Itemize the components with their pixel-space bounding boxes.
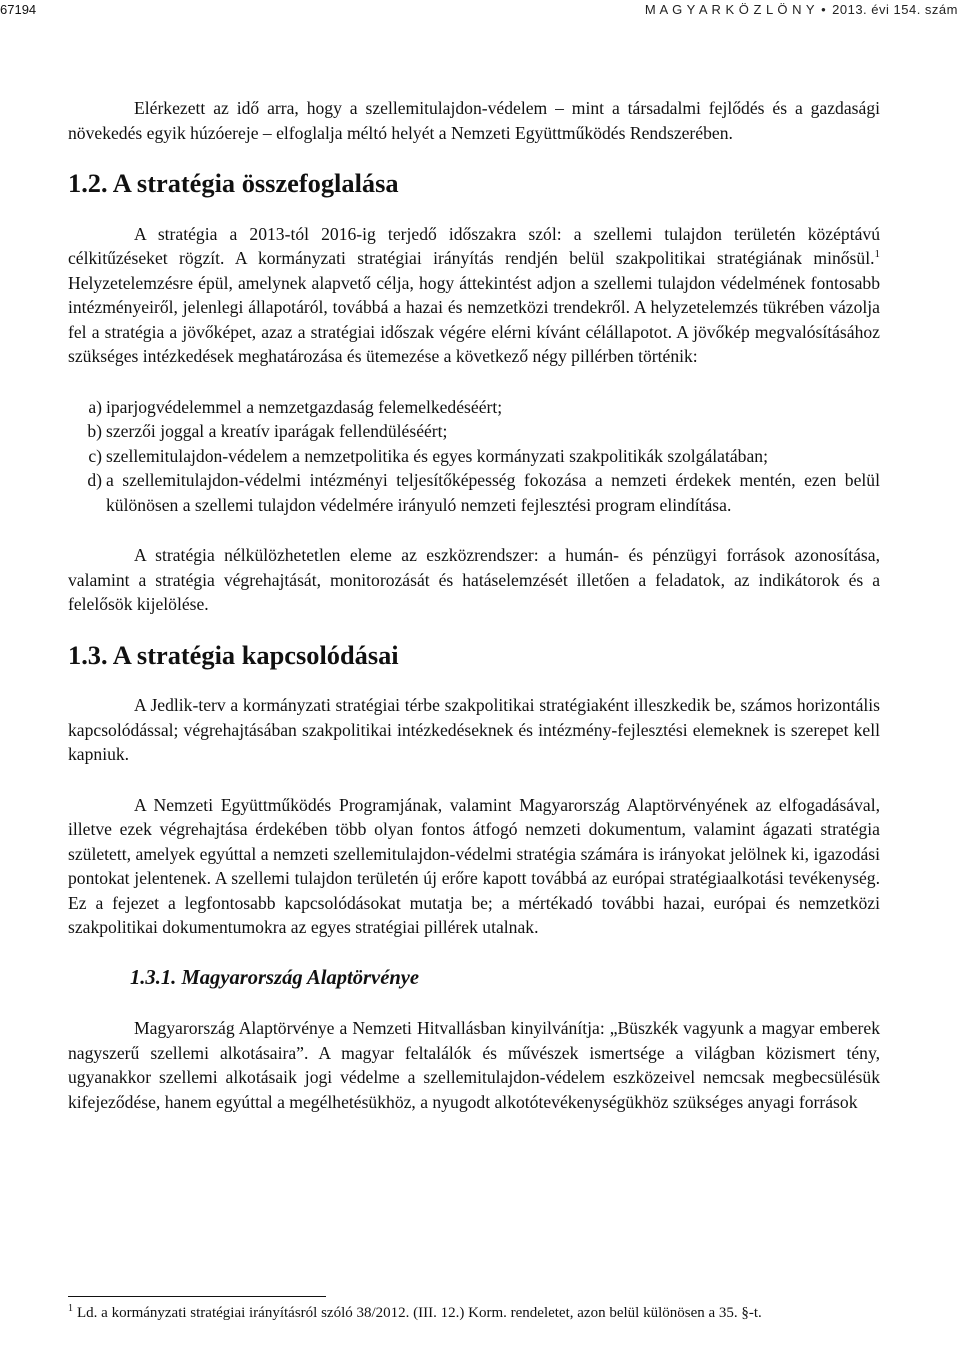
summary-text-part1: A stratégia a 2013-tól 2016-ig terjedő időszakra szól: a szellemi tulajdon területén középtávú célkitűzéseket rögzít. A kormányzati stratégiai irányítás rendjén belül szakpolitikai stratégiának minősül. [68, 223, 880, 268]
issue-number: 2013. évi 154. szám [832, 2, 958, 17]
footnote-divider [68, 1296, 326, 1297]
footnote-text: Ld. a kormányzati stratégiai irányításról szóló 38/2012. (III. 12.) Korm. rendeletet, azon belül különösen a 35. §-t. [77, 1305, 762, 1321]
journal-title [645, 2, 958, 17]
list-item-text: iparjogvédelemmel a nemzetgazdaság felemelkedéséért; [106, 396, 503, 417]
section-heading-1-3-1: 1.3.1. Magyarország Alaptörvénye [130, 966, 420, 989]
fundamental-law-paragraph: Magyarország Alaptörvénye a Nemzeti Hitvallásban kinyilvánítja: „Büszkék vagyunk a magyar emberek nagyszerű szellemi alkotásaira”. A magyar feltalálók és művészek ismertsége a világban közismert tény, ugyanakkor szellemi alkotásaik jogi védelme a szellemitulajdon-védelem eszközeivel nemcsak megbecsülésük kifejeződése, hanem egyúttal a megélhetésükhöz, a nyugodt alkotótevékenységükhöz szükséges anyagi források [68, 1018, 880, 1112]
list-marker: a) [88, 396, 102, 417]
jedlik-paragraph: A Jedlik-terv a kormányzati stratégiai térbe szakpolitikai stratégiaként illeszkedik be, számos horizontális kapcsolódással; végrehajtásában szakpolitikai intézkedéseknek és intézmény-fejlesztési elemeknek is szerepet kell kapniuk. [68, 695, 880, 764]
list-marker: b) [87, 421, 102, 441]
section-heading-1-3: 1.3. A stratégia kapcsolódásai [68, 639, 399, 670]
document-body [68, 96, 880, 1114]
tools-paragraph: A stratégia nélkülözhetetlen eleme az eszközrendszer: a humán- és pénzügyi források azonosítása, valamint a stratégia végrehajtását, monitorozását és hatáselemzését illetően a feladatok, az indikátorok és a felelősök kijelölése. [68, 545, 880, 614]
page-header [0, 0, 960, 24]
summary-text-part2: Helyzetelemzésre épül, amelynek alapvető célja, hogy áttekintést adjon a szellemi tulajdon védelmének fontosabb intézményeiről, jelenlegi állapotáról, továbbá a hazai és nemzetközi trendekről. A helyzetelemzés tükrében vázolja fel a stratégia a jövőképet, azaz a stratégiai időszak végére elérni kívánt célállapotot. A jövőkép megvalósításához szükséges intézkedések meghatározása és ütemezése a következő négy pillérben történik: [68, 272, 880, 366]
list-item [68, 444, 880, 469]
footnote-reference[interactable]: 1 [874, 248, 880, 260]
page-number: 67194 [0, 2, 37, 17]
list-item-text: szerzői joggal a kreatív iparágak fellendüléséért; [106, 421, 448, 441]
list-item [68, 395, 880, 420]
list-item-text: szellemitulajdon-védelem a nemzetpolitika és egyes kormányzati szakpolitikák szolgálatában; [106, 445, 768, 466]
pillars-list [68, 395, 880, 518]
header-separator: • [821, 2, 827, 17]
journal-name: M A G Y A R K Ö Z L Ö N Y [644, 2, 816, 17]
footnote [68, 1303, 880, 1324]
section-heading-1-2: 1.2. A stratégia összefoglalása [68, 168, 399, 198]
connections-paragraph: A Nemzeti Együttműködés Programjának, valamint Magyarország Alaptörvényének az elfogadásával, illetve ezek végrehajtása érdekében több olyan fontos átfogó nemzeti dokumentum, valamint ágazati stratégia született, amelyek egyúttal a nemzeti szellemitulajdon-védelmi stratégia számára is irányokat jelölnek ki, igazodási pontokat jelentenek. A szellemi tulajdon területén új erőre kapott továbbá az európai stratégiaalkotási tevékenység. Ez a fejezet a legfontosabb kapcsolódásokat mutatja be; a mértékadó további hazai, európai és nemzetközi szakpolitikai dokumentumokra az egyes stratégiai pillérek utalnak. [68, 794, 880, 937]
list-item [68, 468, 880, 517]
list-marker: c) [88, 445, 102, 466]
intro-paragraph: Elérkezett az idő arra, hogy a szellemitulajdon-védelem – mint a társadalmi fejlődés és a gazdasági növekedés egyik húzóereje – elfoglalja méltó helyét a Nemzeti Együttműködés Rendszerében. [68, 98, 880, 143]
summary-paragraph [68, 222, 880, 369]
list-marker: d) [87, 470, 102, 490]
list-item [68, 419, 880, 444]
list-item-text: a szellemitulajdon-védelmi intézményi teljesítőképesség fokozása a nemzeti érdekek mentén, ezen belül különösen a szellemi tulajdon védelmére irányuló nemzeti fejlesztési program elindítása. [106, 470, 880, 515]
footnote-marker: 1 [68, 1303, 73, 1314]
